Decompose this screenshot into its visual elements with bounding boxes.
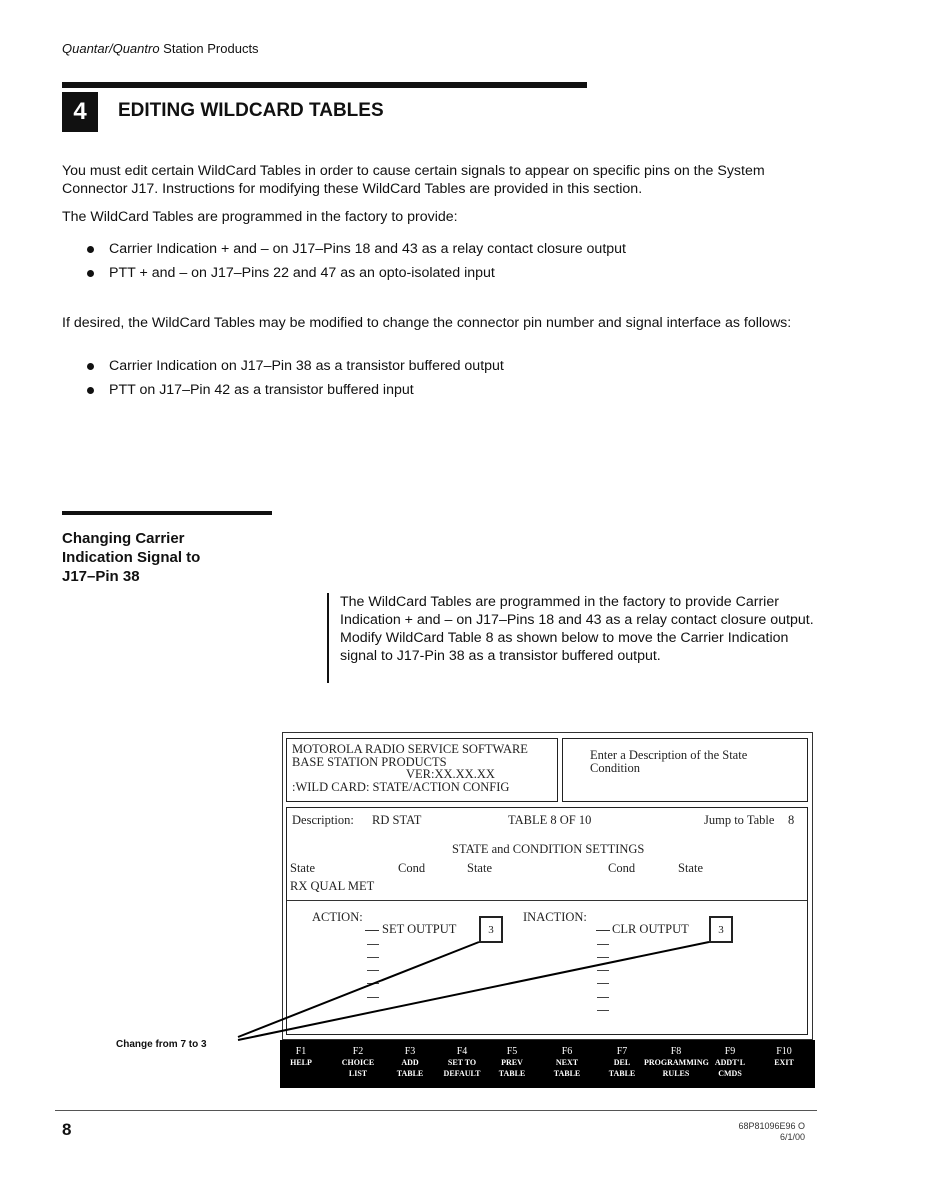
- jump-field[interactable]: 8: [788, 813, 795, 827]
- action-value-field[interactable]: 3: [479, 916, 503, 943]
- function-key-label: LIST: [348, 1069, 368, 1078]
- function-key-name: F5: [506, 1046, 518, 1057]
- screen-name: :WILD CARD: STATE/ACTION CONFIG: [292, 779, 510, 794]
- function-key-label: PREV: [501, 1058, 523, 1067]
- function-key-label: DEL: [613, 1058, 631, 1067]
- jump-label: Jump to Table: [704, 813, 775, 827]
- callout-line: [238, 942, 709, 1040]
- function-key-name: F9: [724, 1046, 736, 1057]
- function-key-label: CHOICE: [341, 1058, 375, 1067]
- function-key-name: F3: [404, 1046, 416, 1057]
- function-key-label: ADD: [401, 1058, 419, 1067]
- column-header: State: [678, 861, 703, 875]
- intro-paragraph: You must edit certain WildCard Tables in order to cause certain signals to appear on specific pins on the System Connector J17. Instructions for modifying these WildCard Tables are provided in this section.: [62, 163, 765, 197]
- help-box: Enter a Description of the State Condition: [562, 738, 808, 802]
- list-item: PTT + and – on J17–Pins 22 and 47 as an opto-isolated input: [82, 264, 782, 282]
- subsection-title: Changing Carrier Indication Signal to J17–Pin 38: [62, 530, 201, 585]
- doc-date: 6/1/00: [779, 1132, 805, 1142]
- function-key-name: F10: [776, 1046, 792, 1057]
- footer-rule: [55, 1110, 817, 1111]
- function-key-name: F6: [561, 1046, 573, 1057]
- function-key-label: SET TO: [447, 1058, 477, 1067]
- action-label: ACTION:: [312, 910, 363, 924]
- state-field[interactable]: RX QUAL MET: [290, 879, 375, 893]
- inaction-label: INACTION:: [523, 910, 587, 924]
- page-number: 8: [62, 1120, 72, 1139]
- modify-intro: If desired, the WildCard Tables may be modified to change the connector pin number and signal interface as follows:: [62, 315, 792, 331]
- column-header: Cond: [398, 861, 426, 875]
- list-item: Carrier Indication on J17–Pin 38 as a transistor buffered output: [82, 357, 782, 375]
- subsection-body: The WildCard Tables are programmed in the factory to provide Carrier Indication + and – on J17–Pins 18 and 43 as a relay contact closure output. Modify WildCard Table 8 as shown below to move the Carrier Indication signal to J17-Pin 38 as a transistor buffered output.: [340, 594, 814, 664]
- description-label: Description:: [292, 813, 354, 827]
- function-key-label: TABLE: [553, 1069, 581, 1078]
- function-key-label: CMDS: [718, 1069, 742, 1078]
- function-key-name: F1: [295, 1046, 307, 1057]
- list-item: Carrier Indication + and – on J17–Pins 18 and 43 as a relay contact closure output: [82, 240, 782, 258]
- column-header: Cond: [608, 861, 636, 875]
- function-key-label: TABLE: [498, 1069, 526, 1078]
- function-key-label: NEXT: [555, 1058, 579, 1067]
- version: VER:XX.XX.XX: [406, 767, 495, 781]
- callout-label: Change from 7 to 3: [116, 1039, 207, 1050]
- function-key-label: TABLE: [396, 1069, 424, 1078]
- column-header: State: [290, 861, 315, 875]
- description-field[interactable]: RD STAT: [372, 813, 422, 827]
- function-key-label: ADDT'L: [714, 1058, 746, 1067]
- footer-meta: [640, 1121, 805, 1143]
- inaction-item[interactable]: CLR OUTPUT: [612, 922, 689, 936]
- function-key-label: EXIT: [774, 1058, 794, 1067]
- table-indicator: TABLE 8 OF 10: [508, 813, 592, 827]
- header-product: Quantar/Quantro: [62, 41, 160, 56]
- inaction-value-field[interactable]: 3: [709, 916, 733, 943]
- product-line: BASE STATION PRODUCTS: [292, 754, 447, 769]
- callout-line: [238, 942, 479, 1037]
- function-key-name: F2: [352, 1046, 364, 1057]
- function-key-label: HELP: [290, 1058, 312, 1067]
- action-item[interactable]: SET OUTPUT: [382, 922, 457, 936]
- function-key-label: TABLE: [608, 1069, 636, 1078]
- function-key-name: F8: [670, 1046, 682, 1057]
- section-title: EDITING WILDCARD TABLES: [118, 100, 384, 121]
- function-key-name: F4: [456, 1046, 468, 1057]
- section-number: 4: [62, 92, 98, 132]
- list-item: PTT on J17–Pin 42 as a transistor buffered input: [82, 381, 782, 399]
- function-key-name: F7: [616, 1046, 628, 1057]
- settings-title: STATE and CONDITION SETTINGS: [452, 842, 645, 856]
- factory-intro: The WildCard Tables are programmed in the factory to provide:: [62, 209, 458, 225]
- header-rest: Station Products: [159, 41, 259, 56]
- software-title: MOTOROLA RADIO SERVICE SOFTWARE: [292, 742, 528, 756]
- doc-number: 68P81096E96 O: [738, 1121, 805, 1131]
- function-key-label: RULES: [662, 1069, 690, 1078]
- column-header: State: [467, 861, 492, 875]
- function-key-label: PROGRAMMING: [644, 1058, 709, 1067]
- function-key-label: DEFAULT: [443, 1069, 481, 1078]
